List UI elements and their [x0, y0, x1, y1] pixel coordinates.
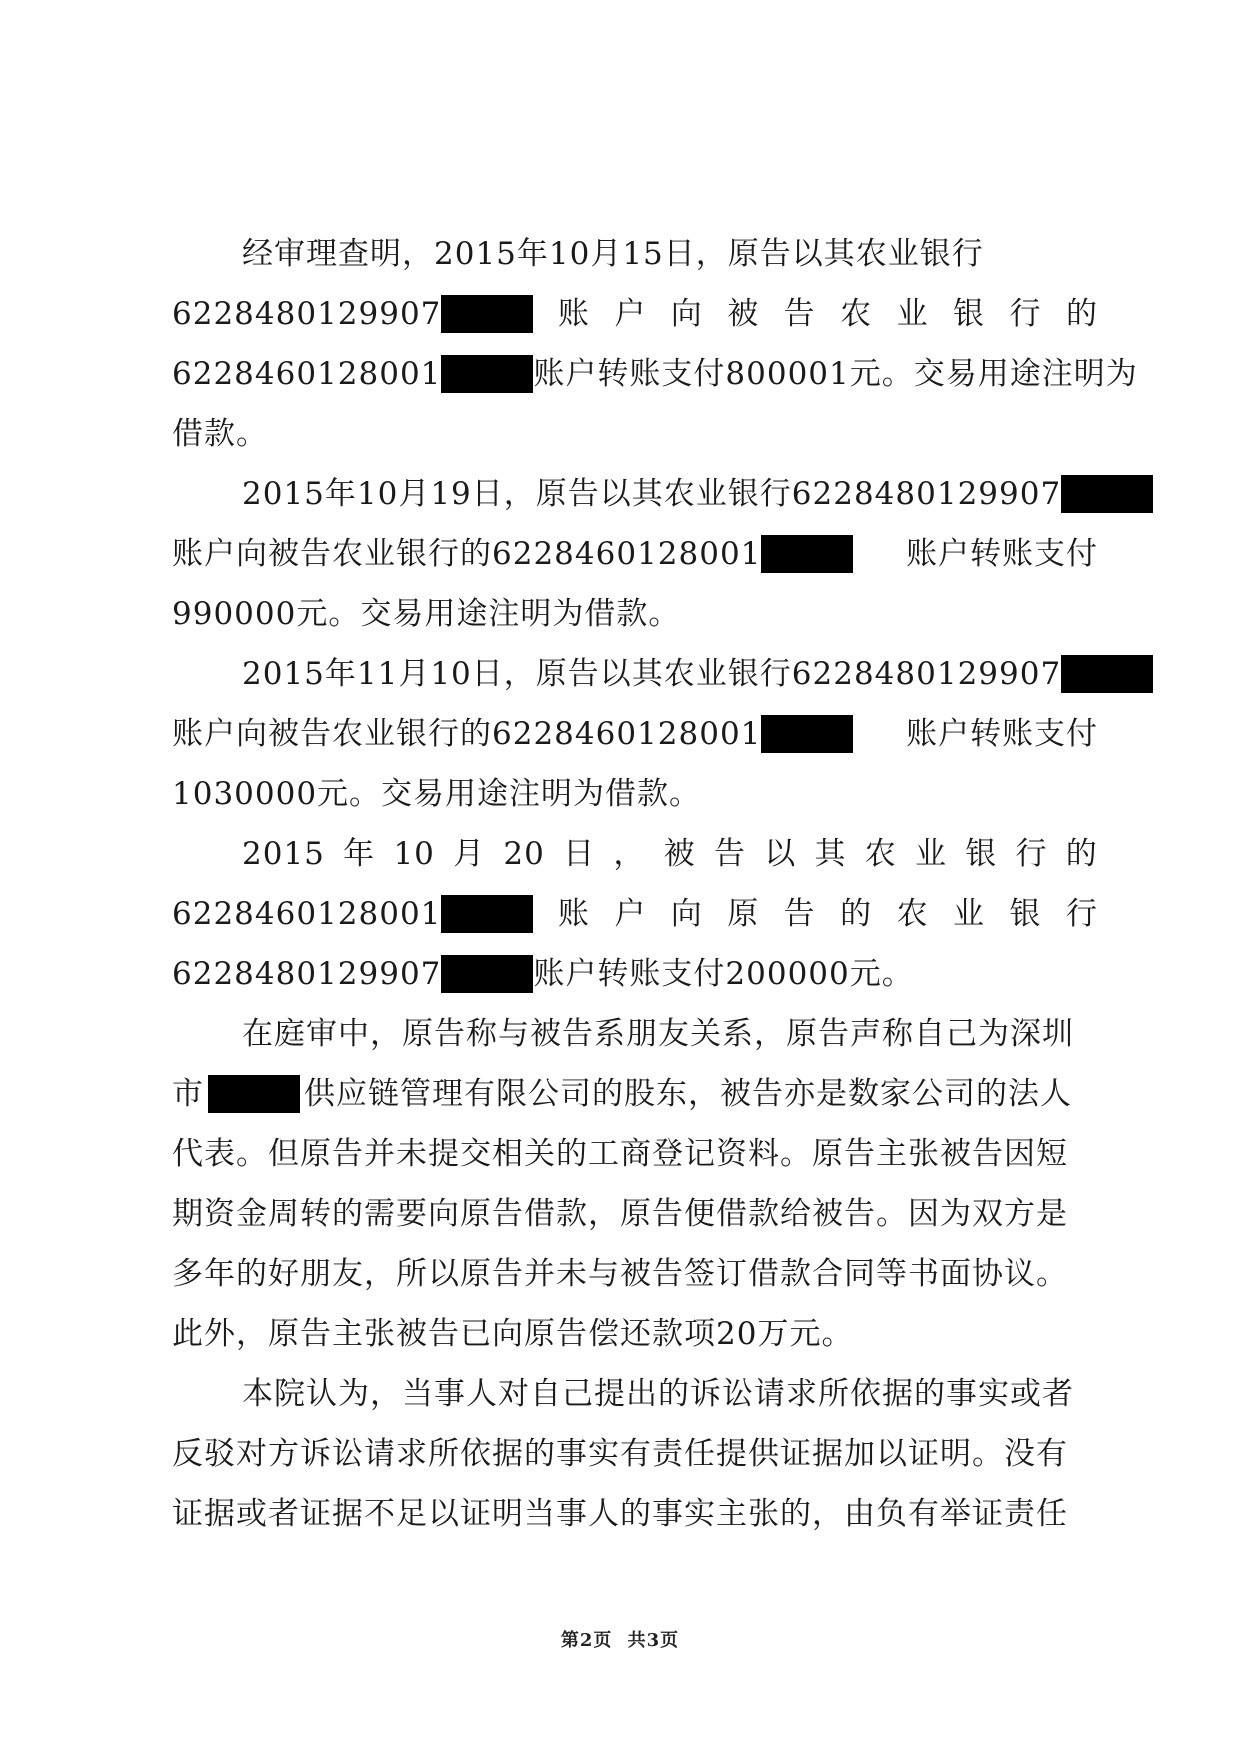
char: 的 — [840, 896, 873, 932]
char: 业 — [953, 896, 986, 932]
p5-line-1: 在庭审中，原告称与被告系朋友关系，原告声称自己为深圳 — [242, 1016, 1074, 1052]
plaintiff-account-number: 6228480129907 — [172, 284, 533, 344]
redaction-block — [761, 715, 853, 753]
char: 银 — [965, 836, 998, 872]
page-footer — [0, 1626, 1240, 1652]
p1-line-4: 借款。 — [172, 416, 268, 452]
redaction-block — [441, 895, 533, 933]
char: 农 — [840, 296, 873, 332]
char: 向 — [670, 896, 703, 932]
char: 户 — [614, 896, 647, 932]
char: 月 — [453, 836, 486, 872]
char: 告 — [713, 836, 746, 872]
char: 被 — [727, 296, 760, 332]
p5-line-3: 代表。但原告并未提交相关的工商登记资料。原告主张被告因短 — [172, 1136, 1068, 1172]
char: 账 — [557, 296, 590, 332]
char: 行 — [1065, 896, 1098, 932]
char: 告 — [783, 896, 816, 932]
redaction-block — [441, 295, 533, 333]
char: 农 — [864, 836, 897, 872]
redaction-block — [1061, 655, 1153, 693]
char: 2015 — [242, 836, 325, 872]
p2-line-2: 账户向被告农业银行的6228460128001 账户转账支付 — [172, 536, 1098, 572]
p5-line-6: 此外，原告主张被告已向原告偿还款项20万元。 — [172, 1316, 854, 1352]
p2-line-1: 2015年10月19日，原告以其农业银行6228480129907 — [172, 464, 1098, 524]
p3-line-1: 2015年11月10日，原告以其农业银行6228480129907 — [172, 644, 1098, 704]
char: 行 — [1015, 836, 1048, 872]
p1-line-1: 经审理查明，2015年10月15日，原告以其农业银行 — [242, 236, 984, 272]
p5-line-5: 多年的好朋友，所以原告并未与被告签订借款合同等书面协议。 — [172, 1256, 1068, 1292]
page-number: 第2页 — [560, 1630, 613, 1651]
p4-line-2: 6228460128001 账 户 向 原 告 的 农 业 银 行 — [172, 884, 1098, 944]
p3-line-2: 账户向被告农业银行的6228460128001 账户转账支付 — [172, 716, 1098, 752]
char: 银 — [1009, 896, 1042, 932]
char: 年 — [343, 836, 376, 872]
redaction-block — [1061, 475, 1153, 513]
char: 银 — [953, 296, 986, 332]
p3-line-3: 1030000元。交易用途注明为借款。 — [172, 776, 702, 812]
p2-line-3: 990000元。交易用途注明为借款。 — [172, 596, 681, 632]
p1-line-2 — [172, 284, 1098, 344]
p4-line-3: 6228480129907 账户转账支付200000元。 — [172, 956, 914, 992]
page-total: 共3页 — [627, 1630, 680, 1651]
p6-line-1: 本院认为，当事人对自己提出的诉讼请求所依据的事实或者 — [242, 1376, 1074, 1412]
char: 其 — [814, 836, 847, 872]
char: 向 — [670, 296, 703, 332]
redaction-block — [761, 535, 853, 573]
char: 的 — [1065, 836, 1098, 872]
p6-line-2: 反驳对方诉讼请求所依据的事实有责任提供证据加以证明。没有 — [172, 1436, 1068, 1472]
char: 账 — [557, 896, 590, 932]
redaction-block — [441, 955, 533, 993]
p5-line-2: 市 供应链管理有限公司的股东，被告亦是数家公司的法人 — [172, 1076, 1072, 1112]
document-body — [172, 224, 1138, 1544]
char: 行 — [1009, 296, 1042, 332]
char: 原 — [727, 896, 760, 932]
p1-line-3: 6228460128001 账户转账支付800001元。交易用途注明为 — [172, 356, 1138, 392]
p6-line-3: 证据或者证据不足以证明当事人的事实主张的，由负有举证责任 — [172, 1496, 1068, 1532]
redaction-block — [208, 1075, 300, 1113]
redaction-block — [441, 355, 533, 393]
p4-line-1 — [172, 824, 1098, 884]
char: 业 — [896, 296, 929, 332]
char: 20 — [503, 836, 545, 872]
char: ， — [613, 836, 646, 872]
char: 告 — [783, 296, 816, 332]
char: 户 — [614, 296, 647, 332]
char: 10 — [393, 836, 435, 872]
char: 日 — [563, 836, 596, 872]
p5-line-4: 期资金周转的需要向原告借款，原告便借款给被告。因为双方是 — [172, 1196, 1068, 1232]
char: 的 — [1065, 296, 1098, 332]
char: 以 — [764, 836, 797, 872]
char: 农 — [896, 896, 929, 932]
char: 业 — [915, 836, 947, 872]
char: 被 — [663, 836, 696, 872]
